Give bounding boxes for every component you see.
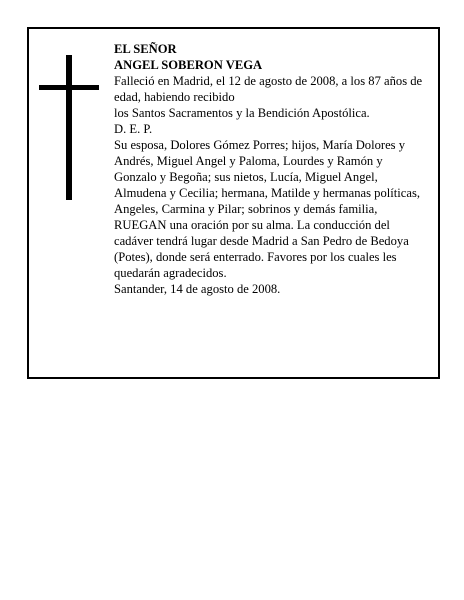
notice-text [114,41,424,297]
cross-vertical-bar [66,55,72,200]
cross-icon [39,55,99,200]
request-paragraph: RUEGAN una oración por su alma. La conducción del cadáver tendrá lugar desde Madrid a San Pedro de Bedoya (Potes), donde será enterrado. Favores por los cuales les quedarán agradecidos. [114,218,409,280]
deceased-name: ANGEL SOBERON VEGA [114,58,263,72]
obituary-notice [27,27,440,379]
cross-horizontal-bar [39,85,99,90]
notice-heading: EL SEÑOR [114,42,177,56]
sacraments-line: los Santos Sacramentos y la Bendición Apostólica. [114,106,370,120]
family-paragraph: Su esposa, Dolores Gómez Porres; hijos, María Dolores y Andrés, Miguel Angel y Paloma, Lourdes y Ramón y Gonzalo y Begoña; sus nietos, Lucía, Miguel Angel, Almudena y Cecilia; hermana, Matilde y hermanas políticas, Angeles, Carmina y Pilar; sobrinos y demás familia, [114,138,421,216]
place-date-line: Santander, 14 de agosto de 2008. [114,282,281,296]
death-details: Falleció en Madrid, el 12 de agosto de 2008, a los 87 años de edad, habiendo recibido [114,74,423,104]
dep-line: D. E. P. [114,122,153,136]
